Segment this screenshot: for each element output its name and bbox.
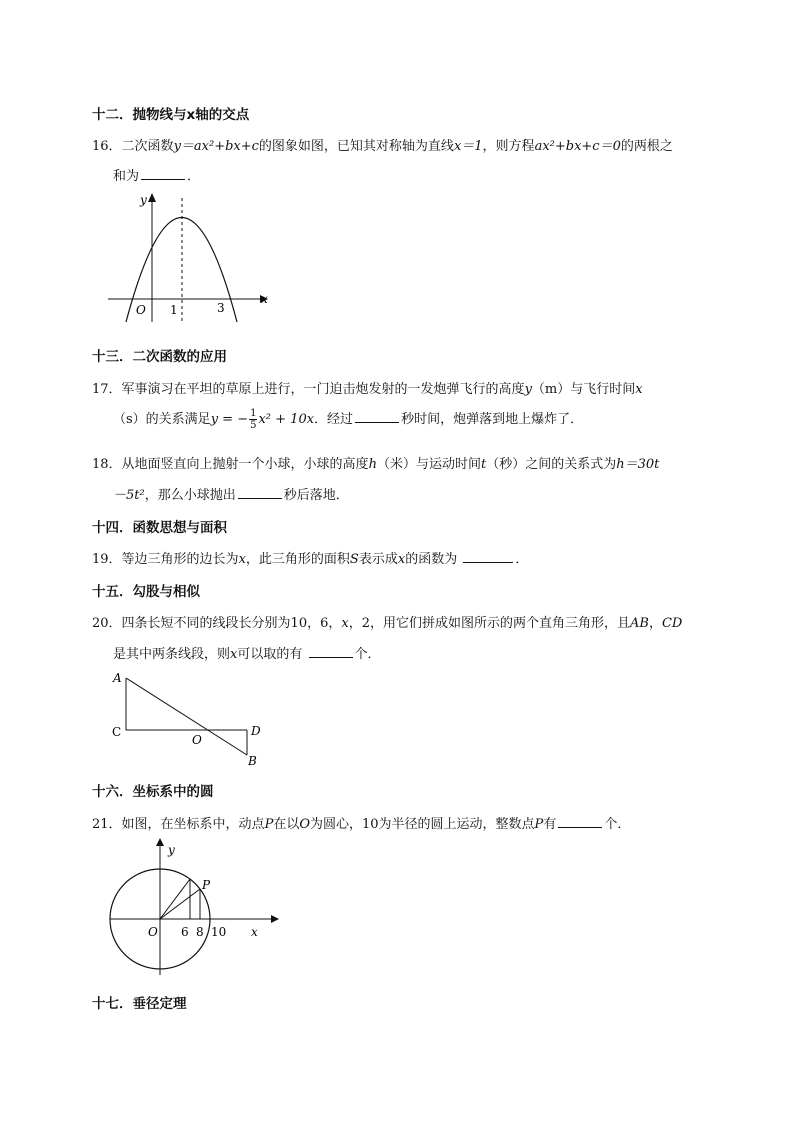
q17-line2: （s）的关系满足y = − $\frac{1}{5}$ x² + 10x．经过 秒时间，炮弹落到地上爆炸了． [113,408,584,431]
triangles-figure [108,668,268,768]
point-label-a: A [113,671,122,685]
section-heading-14: 十四．函数思想与面积 [92,520,227,536]
section-heading-17: 十七．垂径定理 [92,996,187,1012]
point-label-o: O [192,733,202,747]
origin-label: O [136,303,146,317]
answer-blank[interactable] [141,167,185,180]
q16-line1: 16．二次函数y＝ax²+bx+c的图象如图，已知其对称轴为直线x＝1，则方程ax²+bx+c＝0的两根之 [92,139,673,154]
tick-label-6: 6 [181,925,189,939]
q17-line1: 17．军事演习在平坦的草原上进行，一门迫击炮发射的一发炮弹飞行的高度y（m）与飞行时间x [92,382,643,397]
point-label-d: D [251,724,261,738]
tick-label-1: 1 [170,303,178,317]
section-heading-13: 十三．二次函数的应用 [92,349,227,365]
origin-label: O [148,925,158,939]
point-label-p: P [202,878,211,892]
fraction: $\frac{1}{5}$ [250,408,257,431]
q16-line2: 和为 ． [113,169,201,184]
answer-blank[interactable] [355,410,399,423]
tick-label-10: 10 [211,925,227,939]
x-axis-label: x [261,292,268,306]
answer-blank[interactable] [238,486,282,499]
point-label-b: B [248,754,257,768]
q20-line2: 是其中两条线段，则x可以取的有 个． [113,647,381,662]
q18-line1: 18．从地面竖直向上抛射一个小球，小球的高度h（米）与运动时间t（秒）之间的关系式为h＝30t [92,457,660,472]
q18-line2: －5t²，那么小球抛出 秒后落地． [113,488,349,503]
y-axis-label: y [140,193,147,207]
q20-line1: 20．四条长短不同的线段长分别为10，6，x，2，用它们拼成如图所示的两个直角三角形，且AB，CD [92,616,683,631]
section-heading-15: 十五．勾股与相似 [92,584,200,600]
section-heading-16: 十六．坐标系中的圆 [92,784,214,800]
answer-blank[interactable] [309,645,353,658]
x-axis-label: x [251,925,258,939]
tick-label-3: 3 [217,301,225,315]
circle-figure [108,835,288,975]
answer-blank[interactable] [463,550,513,563]
y-axis-label: y [168,843,175,857]
q19-line1: 19．等边三角形的边长为x，此三角形的面积S表示成x的函数为 ． [92,552,529,567]
tick-label-8: 8 [196,925,204,939]
point-label-c: C [112,725,122,739]
parabola-figure [108,188,273,323]
section-heading-12: 十二．抛物线与x轴的交点 [92,107,250,123]
q21-line1: 21．如图，在坐标系中，动点P在以O为圆心，10为半径的圆上运动，整数点P有 个． [92,817,631,832]
answer-blank[interactable] [558,815,602,828]
